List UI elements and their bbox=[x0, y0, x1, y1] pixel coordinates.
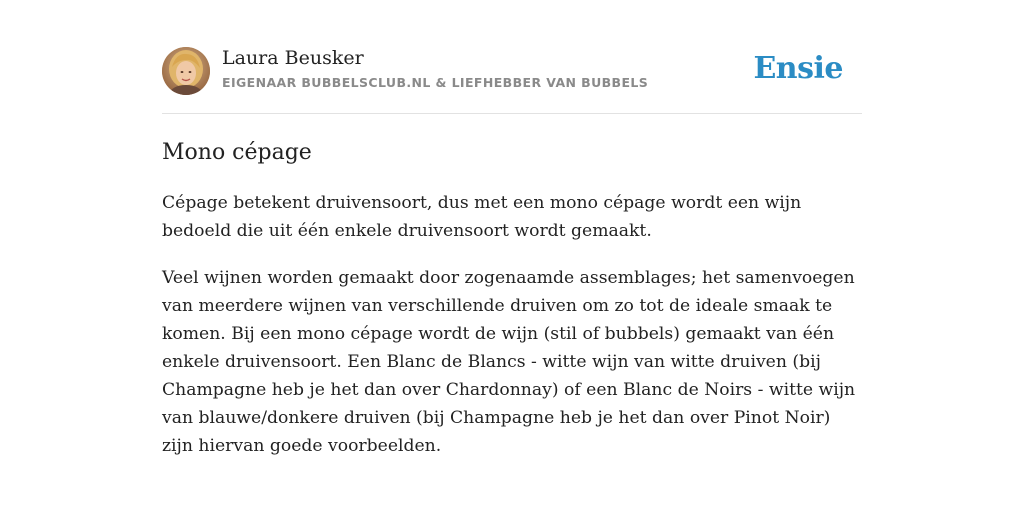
author-avatar[interactable] bbox=[162, 47, 210, 95]
author-tagline: EIGENAAR BUBBELSCLUB.NL & LIEFHEBBER VAN BUBBELS bbox=[222, 75, 649, 90]
avatar-portrait-icon bbox=[162, 47, 210, 95]
entry-body bbox=[162, 189, 862, 479]
ensie-logo[interactable]: Ensie bbox=[753, 51, 843, 86]
author-name[interactable]: Laura Beusker bbox=[222, 47, 364, 69]
entry-paragraph: Cépage betekent druivensoort, dus met een mono cépage wordt een wijn bedoeld die uit één enkele druivensoort wordt gemaakt. bbox=[162, 193, 802, 241]
entry-title: Mono cépage bbox=[162, 140, 312, 165]
entry-paragraph: Veel wijnen worden gemaakt door zogenaamde assemblages; het samenvoegen van meerdere wijnen van verschillende druiven om zo tot de ideale smaak te komen. Bij een mono cépage wordt de wijn (stil of bubbels) gemaakt van één enkele druivensoort. Een Blanc de Blancs - witte wijn van witte druiven (bij Champagne heb je het dan over Chardonnay) of een Blanc de Noirs - witte wijn van blauwe/donkere druiven (bij Champagne heb je het dan over Pinot Noir) zijn hiervan goede voorbeelden. bbox=[162, 268, 856, 456]
author-header bbox=[162, 46, 862, 96]
definition-card bbox=[162, 0, 862, 512]
header-divider bbox=[162, 113, 862, 114]
